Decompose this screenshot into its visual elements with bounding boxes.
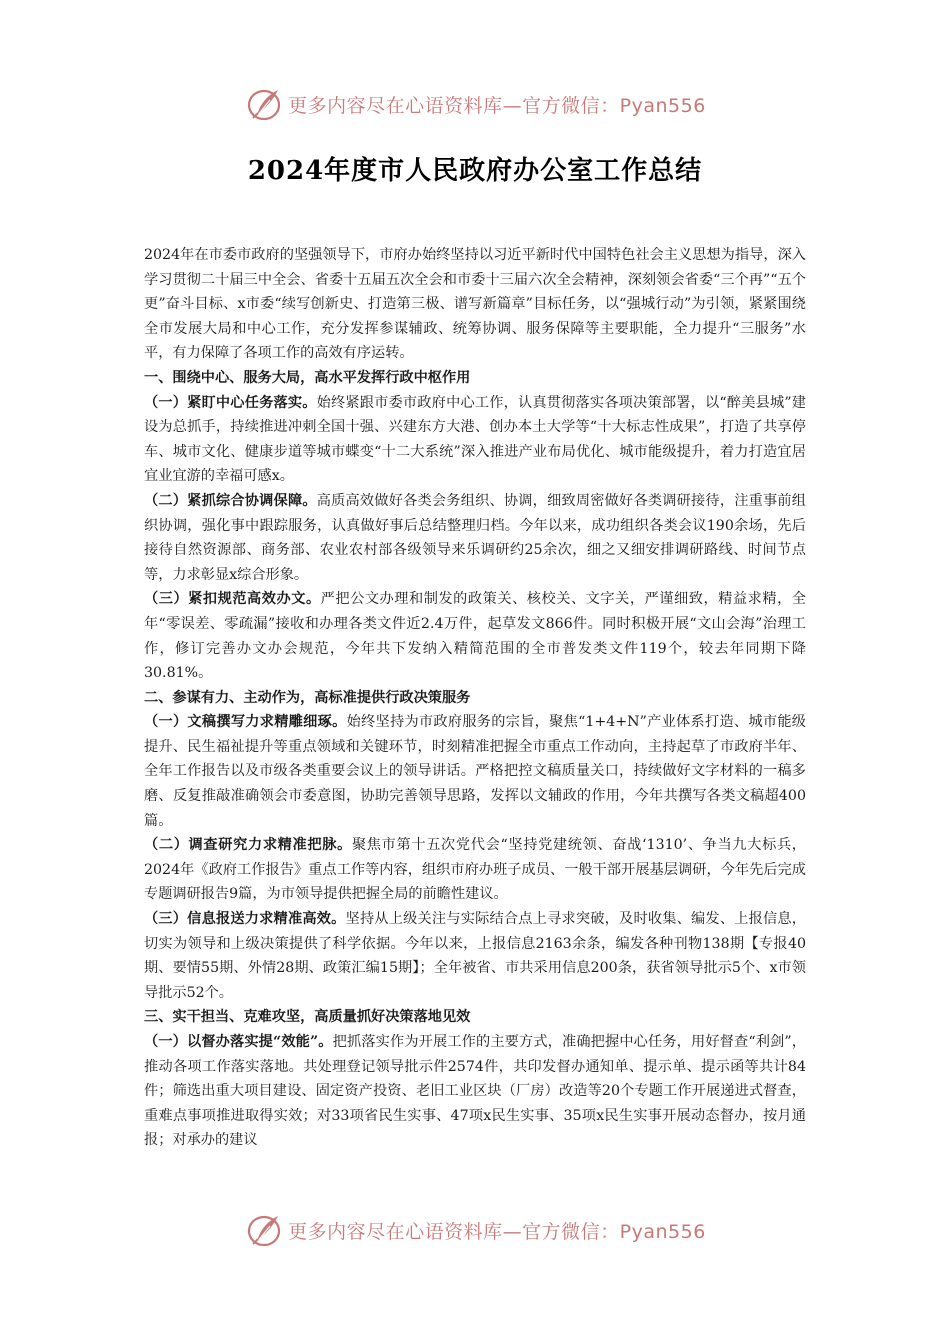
- section-2-item-1: [144, 710, 806, 833]
- section-3-item-1: [144, 1030, 806, 1153]
- watermark-banner-top: [0, 82, 950, 126]
- item-text: 始终坚持为市政府服务的宗旨，聚焦“1+4+N”产业体系打造、城市能级提升、民生福祉提升等重点领域和关键环节，时刻精准把握全市重点工作动向，主持起草了市政府半年、全年工作报告以及市级各类重要会议上的领导讲话。严格把控文稿质量关口，持续做好文字材料的一稿多磨、反复推敲准确领会市委意图，协助完善领导思路，发挥以文辅政的作用，今年共撰写各类文稿超400篇。: [144, 714, 806, 829]
- item-lead: （一）以督办落实提“效能”。: [144, 1034, 333, 1050]
- item-text: 严把公文办理和制发的政策关、核校关、文字关，严谨细致，精益求精，全年“零误差、零疏漏”接收和办理各类文件近2.4万件，起草发文866件。同时积极开展“文山会海”治理工作，修订完善办文办会规范，今年共下发纳入精简范围的全市普发类文件119个，较去年同期下降30.81%。: [144, 591, 806, 682]
- item-lead: （一）文稿撰写力求精雕细琢。: [144, 714, 347, 731]
- item-lead: （二）紧抓综合协调保障。: [144, 492, 317, 509]
- watermark-text: 更多内容尽在心语资料库—官方微信：Pyan556: [288, 1220, 706, 1243]
- item-lead: （二）调查研究力求精准把脉。: [144, 837, 352, 854]
- item-lead: （一）紧盯中心任务落实。: [144, 394, 317, 411]
- document-body: [144, 243, 806, 1153]
- section-1-item-2: [144, 489, 806, 587]
- quill-logo-icon: [244, 1210, 284, 1250]
- section-2-item-3: [144, 907, 806, 1005]
- section-heading-2: 二、参谋有力、主动作为，高标准提供行政决策服务: [144, 689, 471, 706]
- section-1-item-3: [144, 587, 806, 685]
- intro-paragraph: 2024年在市委市政府的坚强领导下，市府办始终坚持以习近平新时代中国特色社会主义思想为指导，深入学习贯彻二十届三中全会、省委十五届五次全会和市委十三届六次全会精神，深刻领会省委“三个再”“五个更”奋斗目标、x市委“续写创新史、打造第三极、谱写新篇章”目标任务，以“强城行动”为引领，紧紧围绕全市发展大局和中心工作，充分发挥参谋辅政、统筹协调、服务保障等主要职能，全力提升“三服务”水平，有力保障了各项工作的高效有序运转。: [144, 247, 806, 362]
- section-2-item-2: [144, 833, 806, 907]
- section-1-item-1: [144, 391, 806, 489]
- item-lead: （三）紧扣规范高效办文。: [144, 591, 321, 608]
- quill-logo-icon: [244, 84, 284, 124]
- item-text: 始终紧跟市委市政府中心工作，认真贯彻落实各项决策部署，以“醉美县城”建设为总抓手，持续推进冲刺全国十强、兴建东方大港、创办本土大学等“十大标志性成果”，打造了共享停车、城市文化、健康步道等城市蝶变“十二大系统”深入推进产业布局优化、城市能级提升，着力打造宜居宜业宜游的幸福可感x。: [144, 394, 806, 485]
- watermark-text: 更多内容尽在心语资料库—官方微信：Pyan556: [288, 94, 706, 117]
- item-text: 聚焦市第十五次党代会“坚持党建统领、奋战‘1310’、争当九大标兵，2024年《政府工作报告》重点工作等内容，组织市府办班子成员、一般干部开展基层调研，今年先后完成专题调研报告9篇，为市领导提供把握全局的前瞻性建议。: [144, 837, 806, 903]
- item-text: 坚持从上级关注与实际结合点上寻求突破，及时收集、编发、上报信息，切实为领导和上级决策提供了科学依据。今年以来，上报信息2163余条，编发各种刊物138期【专报40期、要情55期、外情28期、政策汇编15期】；全年被省、市共采用信息200条，获省领导批示5个、x市领导批示52个。: [144, 911, 806, 1001]
- item-text: 把抓落实作为开展工作的主要方式，准确把握中心任务，用好督查“利剑”，推动各项工作落实落地。共处理登记领导批示件2574件，共印发督办通知单、提示单、提示函等共计84件；筛选出重大项目建设、固定资产投资、老旧工业区块（厂房）改造等20个专题工作开展递进式督查，重难点事项推进取得实效；对33项省民生实事、47项x民生实事、35项x民生实事开展动态督办，按月通报；对承办的建议: [144, 1034, 806, 1149]
- section-heading-1: 一、围绕中心、服务大局，高水平发挥行政中枢作用: [144, 369, 471, 386]
- watermark-banner-bottom: [0, 1208, 950, 1252]
- item-lead: （三）信息报送力求精准高效。: [144, 911, 346, 928]
- document-title: 2024年度市人民政府办公室工作总结: [247, 156, 703, 186]
- section-heading-3: 三、实干担当、克难攻坚，高质量抓好决策落地见效: [144, 1009, 471, 1026]
- item-text: 高质高效做好各类会务组织、协调，细致周密做好各类调研接待，注重事前组织协调，强化事中跟踪服务，认真做好事后总结整理归档。今年以来，成功组织各类会议190余场，先后接待自然资源部、商务部、农业农村部各级领导来乐调研约25余次，细之又细安排调研路线、时间节点等，力求彰显x综合形象。: [144, 492, 806, 583]
